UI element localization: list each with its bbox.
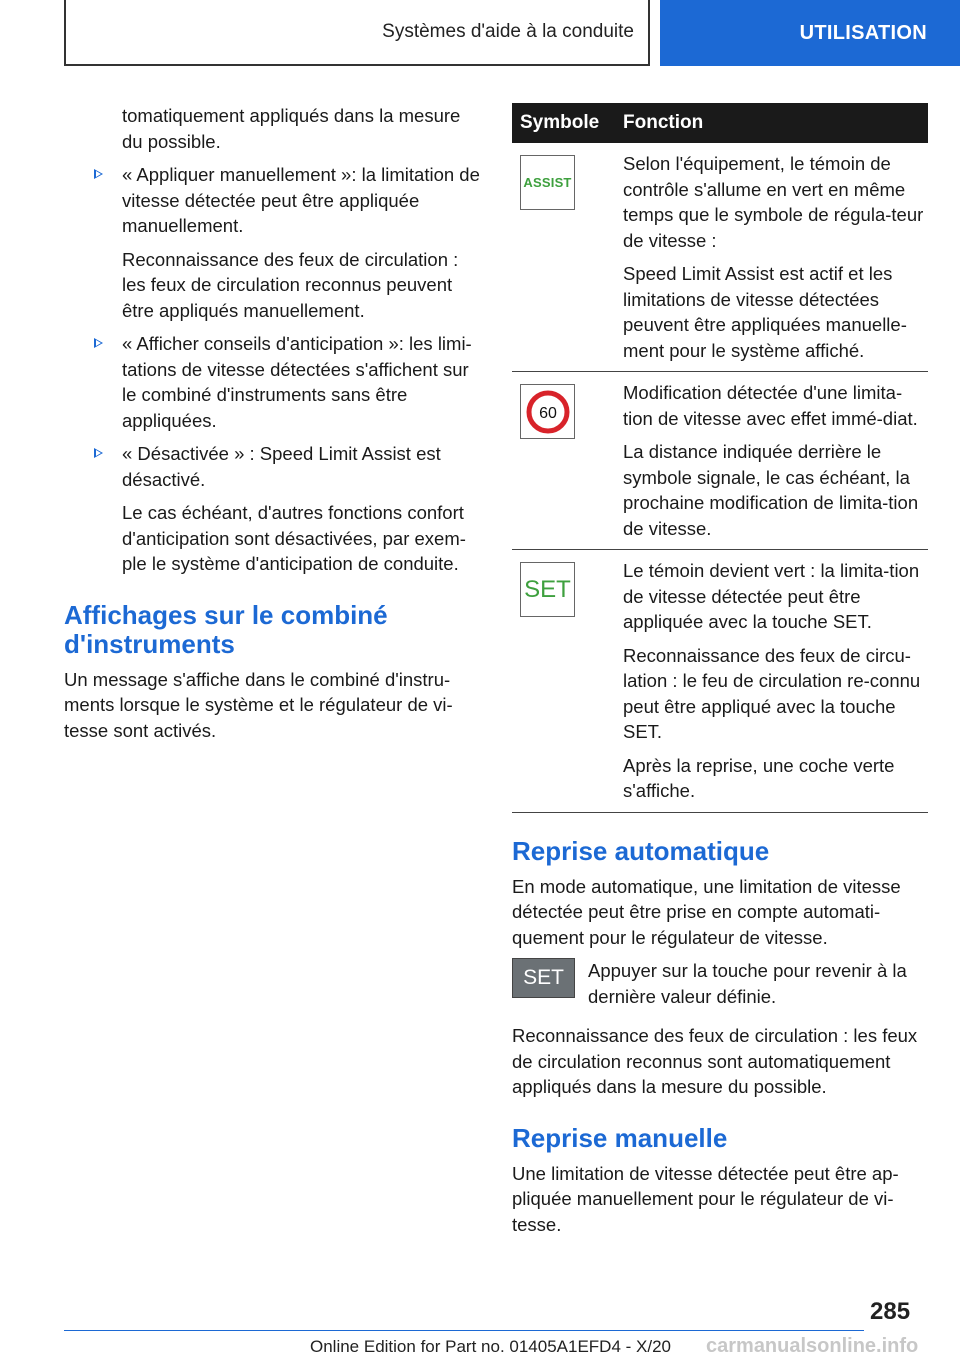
triangle-bullet-icon (94, 448, 103, 458)
set-indicator-icon (520, 562, 575, 617)
function-text: Après la reprise, une coche verte s'affiche. (623, 754, 895, 801)
set-key-instruction (512, 958, 928, 1009)
table-row (512, 143, 928, 372)
assist-icon (520, 155, 575, 210)
list-item (64, 441, 480, 577)
function-text: Speed Limit Assist est actif et les limitations de vitesse détectées peuvent être appliquées manuelle-ment pour le système affiché. (623, 263, 907, 361)
function-text: Modification détectée d'une limita-tion de vitesse avec effet immé-diat. (623, 382, 918, 429)
speed-sign-value: 60 (538, 404, 557, 422)
function-cell (615, 143, 928, 372)
symbol-cell (512, 550, 615, 813)
table-header-symbol: Symbole (512, 103, 615, 143)
symbol-cell (512, 143, 615, 372)
list-item-text: « Désactivée » : Speed Limit Assist est désactivé. (122, 443, 441, 490)
table-row (512, 550, 928, 813)
section-heading-auto: Reprise automatique (512, 835, 770, 866)
table-header-row (512, 103, 928, 143)
list-item-extra: Le cas échéant, d'autres fonctions confort d'anticipation sont désactivées, par exem-ple le système d'anticipation de conduite. (122, 502, 466, 574)
table-row (512, 372, 928, 550)
function-text: Reconnaissance des feux de circu-lation : le feu de circulation re-connu peut être appliqué avec la touche SET. (623, 644, 921, 742)
set-key-icon (512, 958, 575, 998)
footer-divider (64, 1330, 864, 1331)
section-heading-manual: Reprise manuelle (512, 1122, 728, 1153)
speed-sign-graphic (526, 390, 570, 434)
list-item-text: « Appliquer manuellement »: la limitation de vitesse détectée peut être appliquée manuellement. (122, 164, 480, 236)
function-cell (615, 550, 928, 813)
section-text-auto: En mode automatique, une limitation de vitesse détectée peut être prise en compte automati-quement pour le régulateur de vitesse. (512, 875, 901, 948)
set-indicator-label: SET (524, 575, 571, 603)
assist-icon-label: ASSIST (523, 174, 572, 190)
footer-edition: Online Edition for Part no. 01405A1EFD4 - X/20 (310, 1337, 671, 1356)
footer-watermark: carmanualsonline.info (706, 1335, 919, 1357)
symbol-cell (512, 372, 615, 550)
section-text-displays: Un message s'affiche dans le combiné d'instru-ments lorsque le système et le régulateur de vi-tesse sont activés. (64, 668, 453, 741)
header-section-title: Systèmes d'aide à la conduite (64, 0, 650, 66)
symbol-table (512, 103, 928, 813)
header-chapter-tab[interactable]: UTILISATION (660, 0, 960, 66)
continued-text: tomatiquement appliqués dans la mesure du possible. (122, 105, 461, 152)
speed-limit-60-icon (520, 384, 575, 439)
table-header-function: Fonction (615, 103, 928, 143)
triangle-bullet-icon (94, 338, 103, 348)
left-column (64, 103, 480, 743)
section-text-auto-2: Reconnaissance des feux de circulation : les feux de circulation reconnus sont automatiquement appliqués dans la mesure du possible. (512, 1025, 918, 1097)
function-text: La distance indiquée derrière le symbole signale, le cas échéant, la prochaine modification de limita-tion de vitesse. (623, 441, 919, 539)
set-key-text: Appuyer sur la touche pour revenir à la dernière valeur définie. (588, 960, 907, 1007)
function-text: Selon l'équipement, le témoin de contrôle s'allume en vert en même temps que le symbole de régula-teur de vitesse : (623, 153, 924, 251)
list-item (64, 331, 480, 433)
triangle-bullet-icon (94, 169, 103, 179)
right-column (512, 103, 928, 1237)
list-item-extra: Reconnaissance des feux de circulation : les feux de circulation reconnus peuvent être appliqués manuellement. (122, 248, 459, 321)
section-text-manual: Une limitation de vitesse détectée peut être ap-pliquée manuellement pour le régulateur de vi-tesse. (512, 1162, 899, 1235)
list-item-text: « Afficher conseils d'anticipation »: les limi-tations de vitesse détectées s'affichent sur le combiné d'instruments sans être appliquées. (122, 333, 472, 431)
function-text: Le témoin devient vert : la limita-tion de vitesse détectée peut être appliquée avec la touche SET. (623, 560, 920, 632)
list-item (64, 162, 480, 323)
page-number: 285 (870, 1298, 911, 1325)
section-heading-displays: Affichages sur le combiné d'instruments (64, 599, 388, 659)
function-cell (615, 372, 928, 550)
set-key-label: SET (523, 966, 564, 990)
